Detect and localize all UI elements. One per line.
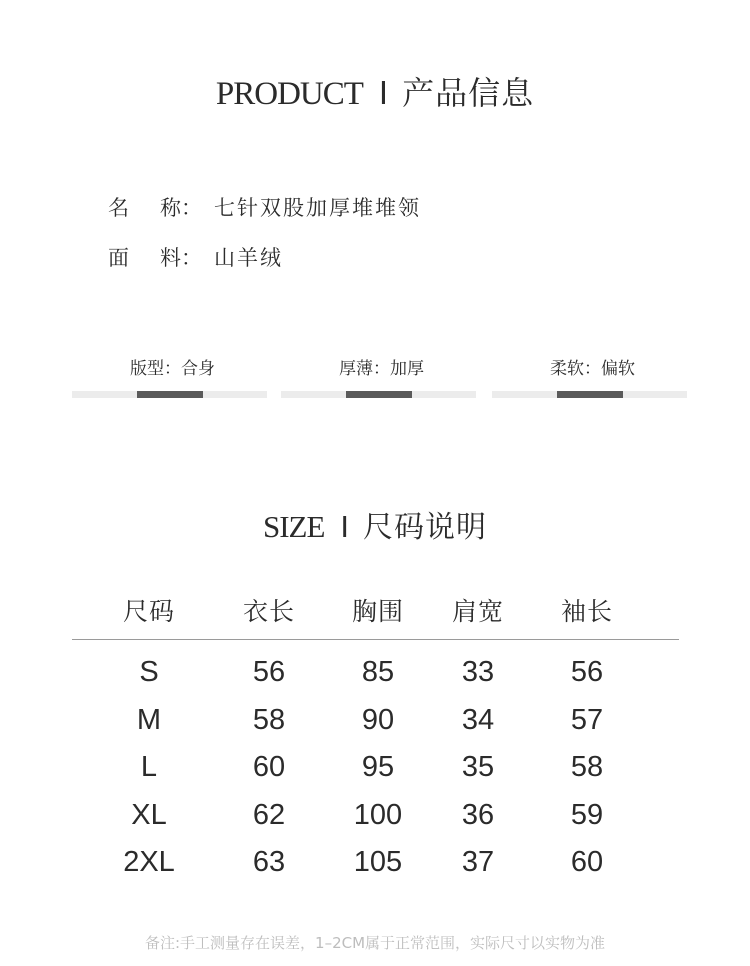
info-label-fabric: 面 料： [108, 246, 202, 270]
table-cell: 33 [461, 656, 495, 688]
scale-thickness [281, 354, 476, 379]
size-table-header [72, 588, 679, 640]
product-heading [0, 68, 750, 114]
table-cell: 58 [252, 703, 286, 736]
table-cell: 34 [461, 703, 495, 736]
header-size: 尺码 [122, 597, 175, 626]
table-cell: L [140, 751, 158, 783]
info-row-name [108, 192, 421, 222]
table-row [72, 743, 679, 791]
header-shoulder: 肩宽 [451, 597, 504, 626]
size-table [72, 588, 679, 886]
measurement-note: 备注:手工测量存在误差，1–2CM属于正常范围，实际尺寸以实物为准 [144, 934, 606, 952]
scale-thickness-indicator [346, 391, 412, 398]
scale-fit-indicator [137, 391, 203, 398]
heading-separator: I [378, 74, 389, 111]
table-cell: 56 [570, 656, 604, 688]
size-heading-cn: 尺码说明 [363, 510, 488, 545]
product-heading-en: PRODUCT [215, 76, 363, 112]
info-row-fabric [108, 242, 283, 272]
table-cell: 90 [361, 703, 395, 736]
table-cell: XL [131, 798, 167, 831]
table-row [72, 838, 679, 886]
table-row [72, 696, 679, 744]
table-cell: 37 [461, 846, 495, 878]
header-length: 衣长 [242, 597, 295, 626]
size-heading-en: SIZE [262, 509, 325, 544]
scale-fit-label: 版型：合身 [130, 359, 215, 379]
heading-separator: I [340, 509, 350, 544]
table-cell: 58 [570, 751, 604, 783]
info-value-name: 七针双股加厚堆堆领 [214, 196, 421, 220]
table-cell: 57 [570, 703, 604, 736]
table-cell: 95 [361, 751, 395, 783]
table-cell: 56 [252, 656, 286, 688]
table-cell: 60 [570, 846, 604, 878]
info-label-name: 名 称： [108, 196, 202, 220]
table-cell: 63 [252, 846, 286, 878]
scale-softness-label: 柔软：偏软 [550, 359, 635, 379]
table-cell: 62 [252, 798, 286, 831]
scale-softness-indicator [557, 391, 623, 398]
table-cell: M [136, 703, 162, 736]
header-chest: 胸围 [351, 597, 404, 626]
table-cell: S [139, 656, 159, 688]
scale-thickness-label: 厚薄：加厚 [339, 359, 424, 379]
table-cell: 100 [353, 798, 403, 831]
header-sleeve: 袖长 [560, 597, 613, 626]
table-row [72, 648, 679, 696]
table-cell: 59 [570, 798, 604, 831]
table-cell: 35 [461, 751, 495, 783]
scale-softness [492, 354, 687, 379]
info-value-fabric: 山羊绒 [214, 246, 283, 270]
table-cell: 36 [461, 798, 495, 831]
table-row [72, 791, 679, 839]
size-heading [0, 502, 750, 546]
table-cell: 60 [252, 751, 286, 783]
table-cell: 2XL [123, 846, 175, 878]
product-heading-cn: 产品信息 [402, 74, 535, 112]
size-table-body [72, 640, 679, 886]
table-cell: 85 [361, 656, 395, 688]
scale-fit [72, 354, 267, 379]
table-cell: 105 [353, 846, 403, 878]
